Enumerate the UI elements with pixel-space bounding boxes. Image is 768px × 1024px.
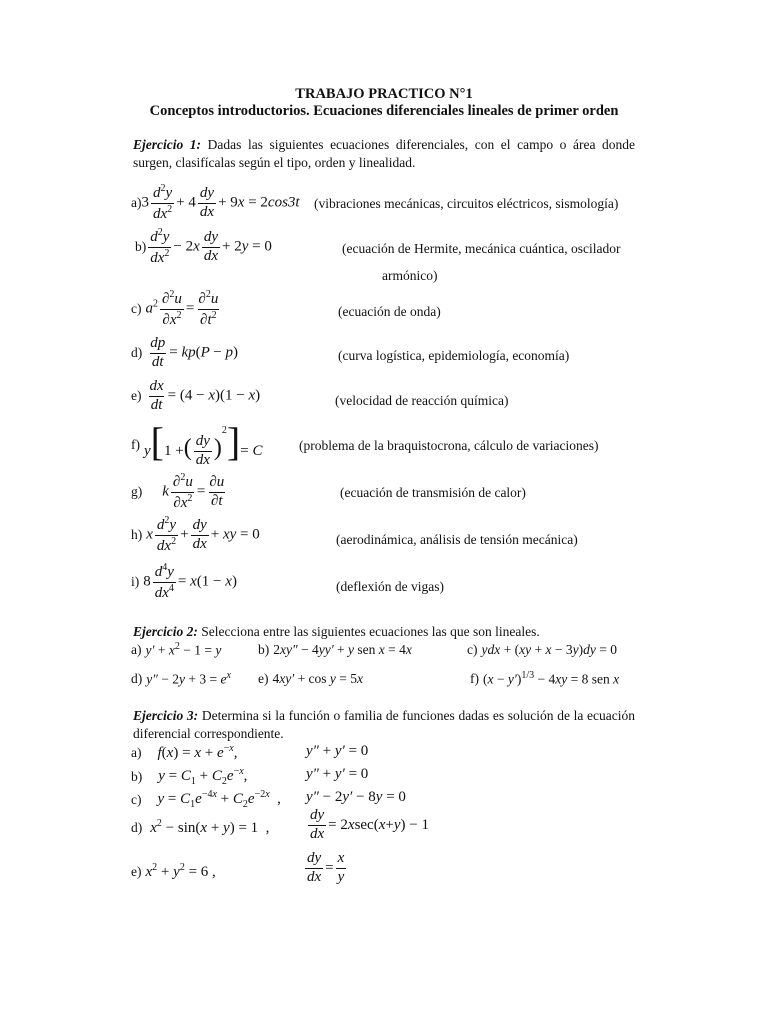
ex3-item-e: e) $x^2 + y^2 = 6$ , [131, 862, 216, 880]
ex1-desc-a: (vibraciones mecánicas, circuitos eléctricos, sismología) [314, 196, 619, 211]
equation-e: $\frac{dx}{dt}$ = (4 − x)(1 − x) [149, 378, 261, 413]
ex1-desc-d: (curva logística, epidemiología, economía) [338, 348, 570, 363]
ex1-desc-i: (deflexión de vigas) [336, 579, 444, 594]
ex1-desc-c: (ecuación de onda) [338, 304, 441, 319]
ex2-item-f: f) $(x - y')^{1/3} - 4xy = 8$ sen x [470, 670, 620, 687]
page-subtitle: Conceptos introductorios. Ecuaciones diferenciales lineales de primer orden [149, 103, 619, 119]
equation-a: 3 $\frac{d^2y}{dx^2}$ + 4 $\frac{dy}{dx}$ + 9x = 2cos3t [141, 183, 300, 222]
ex1-item-f: f) y[1 +( $\frac{dy}{dx}$ )$^2$]= C [131, 419, 263, 469]
ex3-eq-a: y″ + y′ = 0 [306, 743, 369, 759]
ex1-desc-b-cont: armónico) [382, 268, 438, 283]
ex1-item-d: d) $\frac{dp}{dt}$ = kp(P − p) [131, 335, 239, 370]
ex1-item-c: c) $a^2$ $\frac{\partial^2u}{\partial x^2}$ = $\frac{\partial^2u}{\partial t^2}$ [131, 290, 222, 329]
ex2-item-c: c) ydx + (xy + x − 3y)dy = 0 [467, 642, 617, 657]
ex2-item-b: b) 2xy″ − 4yy′ + y sen x = 4x [258, 642, 412, 657]
ex3-item-a: a) $f(x) = x + e^{-x}$, [131, 743, 238, 761]
ex3-item-c: c) $y = C_1e^{-4x} + C_2e^{-2x}$ , [131, 789, 281, 810]
exercise-3-label: Ejercicio 3: [133, 708, 199, 723]
ex3-item-b: b) $y = C_1 + C_2e^{-x}$, [131, 766, 248, 787]
ex1-item-h: h) x $\frac{d^2y}{dx^2}$ + $\frac{dy}{dx}$ + xy = 0 [131, 515, 260, 554]
exercise-2-statement [133, 623, 635, 641]
ex2-item-a: a) $y' + x^2 - 1 = y$ [131, 641, 222, 658]
ex3-eq-b: y″ + y′ = 0 [306, 766, 369, 782]
equation-h: x $\frac{d^2y}{dx^2}$ + $\frac{dy}{dx}$ + xy = 0 [146, 515, 260, 554]
exercise-1-statement [133, 136, 635, 172]
equation-c: $a^2$ $\frac{\partial^2u}{\partial x^2}$ = $\frac{\partial^2u}{\partial t^2}$ [145, 289, 219, 328]
ex1-desc-h: (aerodinámica, análisis de tensión mecánica) [336, 532, 578, 547]
equation-i: 8 $\frac{d^4y}{dx^4}$ = x(1 − x) [143, 562, 237, 601]
ex3-eq-d: $\frac{dy}{dx}$ = 2 x sec( x + y ) − 1 [310, 807, 429, 842]
ex3-eq-e: $\frac{dy}{dx}$ = $\frac{x}{y}$ [307, 850, 345, 885]
ex1-item-i: i) 8 $\frac{d^4y}{dx^4}$ = x(1 − x) [131, 562, 237, 601]
exercise-3-text: Determina si la función o familia de funciones dadas es solución de la ecuación diferencial correspondiente. [133, 708, 636, 741]
ex1-item-b: b) $\frac{d^2y}{dx^2}$ − 2x $\frac{dy}{dx}$ + 2y = 0 [135, 227, 272, 266]
equation-d: $\frac{dp}{dt}$ = kp(P − p) [150, 335, 239, 370]
ex3-eq-c: y″ − 2y′ − 8y = 0 [306, 789, 406, 805]
exercise-1-label: Ejercicio 1: [133, 137, 202, 152]
ex1-item-a: a) 3 $\frac{d^2y}{dx^2}$ + 4 $\frac{dy}{dx}$ + 9x = 2cos3t [131, 183, 300, 222]
exercise-1-text: Dadas las siguientes ecuaciones diferenciales, con el campo o área donde surgen, clasifícalas según el tipo, orden y linealidad. [133, 137, 636, 170]
equation-f: y[1 +( $\frac{dy}{dx}$ )$^2$]= C [144, 419, 263, 469]
equation-g: k $\frac{\partial^2u}{\partial x^2}$ = $\frac{\partial u}{\partial t}$ [162, 472, 225, 511]
ex1-desc-b: (ecuación de Hermite, mecánica cuántica, oscilador [342, 241, 621, 256]
ex1-desc-e: (velocidad de reacción química) [335, 393, 509, 408]
page-title: TRABAJO PRACTICO N°1 [295, 86, 473, 102]
equation-b: $\frac{d^2y}{dx^2}$ − 2x $\frac{dy}{dx}$ + 2y = 0 [150, 227, 272, 266]
ex3-item-d: d) $x^2 - \sin(x + y) = 1$ , [131, 818, 270, 836]
exercise-2-text: Selecciona entre las siguientes ecuaciones las que son lineales. [201, 624, 540, 639]
ex1-item-g: g) k $\frac{\partial^2u}{\partial x^2}$ = $\frac{\partial u}{\partial t}$ [131, 473, 228, 512]
ex1-desc-f: (problema de la braquistocrona, cálculo de variaciones) [299, 438, 599, 453]
ex1-desc-g: (ecuación de transmisión de calor) [340, 485, 526, 500]
ex1-item-e: e) $\frac{dx}{dt}$ = (4 − x)(1 − x) [131, 378, 261, 413]
ex2-item-d: d) $y'' - 2y + 3 = e^x$ [131, 670, 231, 687]
ex2-item-e: e) 4xy′ + cos y = 5x [258, 671, 364, 686]
exercise-3-statement [133, 707, 635, 743]
exercise-2-label: Ejercicio 2: [133, 624, 198, 639]
